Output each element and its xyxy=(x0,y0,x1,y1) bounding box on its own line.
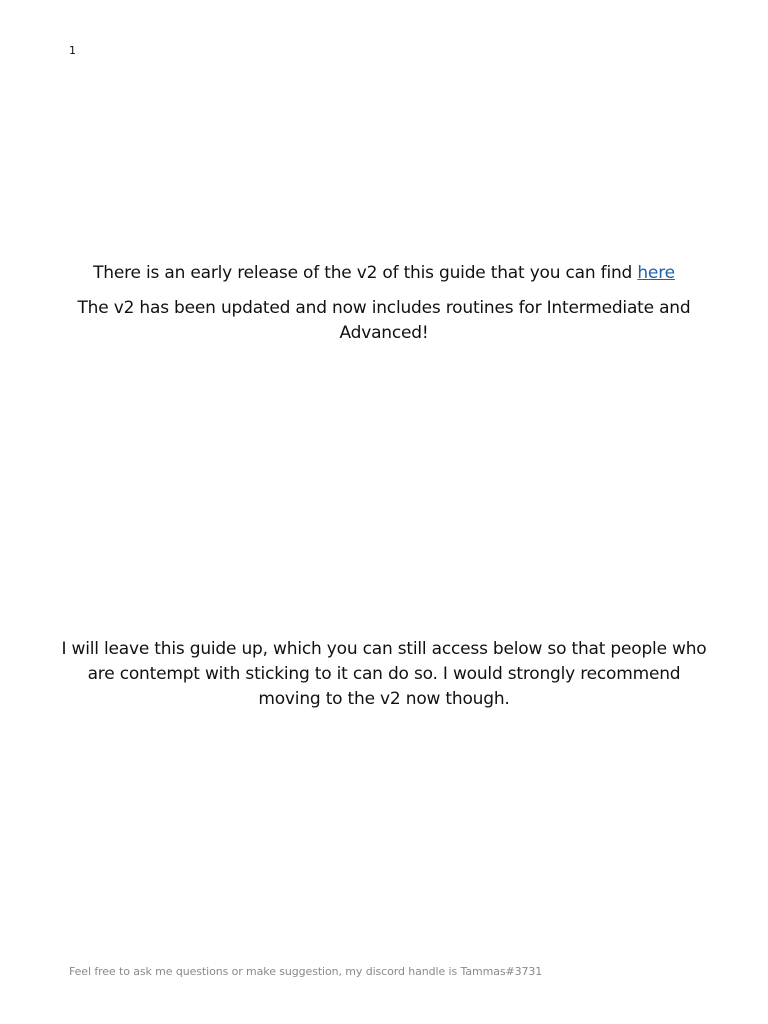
guide-note xyxy=(60,637,708,712)
update-notice xyxy=(60,261,708,346)
v2-guide-link[interactable]: here xyxy=(637,263,675,283)
footer-contact: Feel free to ask me questions or make suggestion, my discord handle is Tammas#3731 xyxy=(69,965,543,978)
page-number: 1 xyxy=(69,44,76,57)
notice-line-1 xyxy=(60,261,708,286)
notice-line-1-text: There is an early release of the v2 of this guide that you can find xyxy=(93,263,638,283)
notice-line-2: The v2 has been updated and now includes routines for Intermediate and Advanced! xyxy=(77,298,691,343)
guide-note-text: I will leave this guide up, which you can still access below so that people who are contempt with sticking to it can do so. I would strongly recommend moving to the v2 now though. xyxy=(61,639,707,709)
